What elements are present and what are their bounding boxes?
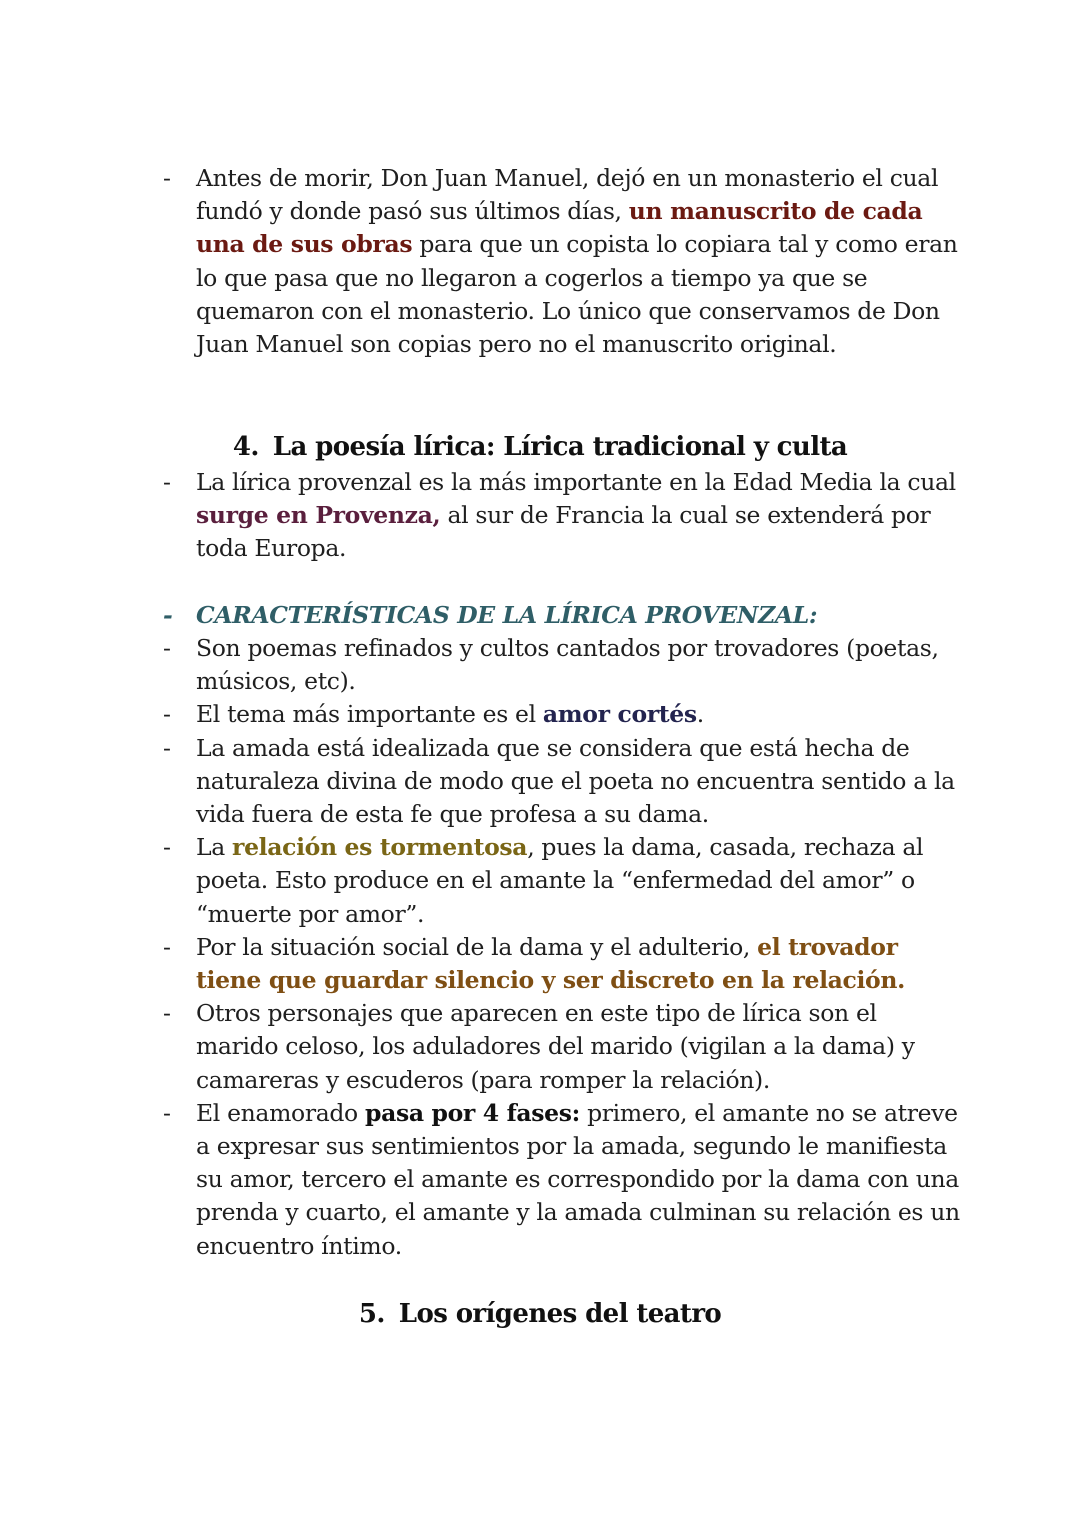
section-5-heading [0,1297,1080,1331]
fases-text-end: primero, el amante no se atreve a expresar sus sentimientos por la amada, segundo le manifiesta su amor, tercero el amante es correspondido por la dama con una prenda y cuarto, el amante y la amada culminan su relación es un encuentro íntimo. [196,1098,960,1260]
bullet-dash: - [163,833,171,862]
fases-highlight: pasa por 4 fases: [364,1098,580,1127]
section-4-title: La poesía lírica: Lírica tradicional y culta [272,432,848,462]
amada-item [163,732,963,832]
caracteristicas-title: CARACTERÍSTICAS DE LA LÍRICA PROVENZAL: [196,600,818,629]
caracteristicas-heading [163,599,963,632]
tema-text: El tema más importante es el [196,700,543,729]
intro-text: Antes de morir, Don Juan Manuel, dejó en un monasterio el cual fundó y donde pasó sus últimos días, [196,164,939,226]
relacion-text: La [196,833,233,862]
fases-item [163,1097,963,1263]
situacion-text: Por la situación social de la dama y el adulterio, [196,932,758,961]
intro-block [163,162,963,361]
tema-text-end: . [696,700,704,729]
relacion-highlight: relación es tormentosa [232,833,528,862]
amada-text: La amada está idealizada que se considera que está hecha de naturaleza divina de modo que el poeta no encuentra sentido a la vida fuera de esta fe que profesa a su dama. [196,733,955,829]
poemas-item [163,632,963,698]
intro-text-end: para que un copista lo copiara tal y como eran lo que pasa que no llegaron a cogerlos a tiempo ya que se quemaron con el monasterio. Lo único que conservamos de Don Juan Manuel son copias pero no el manuscrito original. [196,230,958,359]
bullet-dash: - [163,600,173,629]
bullet-dash: - [163,733,171,762]
intro-highlight: un manuscrito de cada una de sus obras [196,197,923,259]
poemas-text: Son poemas refinados y cultos cantados por trovadores (poetas, músicos, etc). [196,634,939,696]
fases-text: El enamorado [196,1098,365,1127]
tema-highlight: amor cortés [542,700,697,729]
relacion-item [163,831,963,931]
spacer [163,566,963,599]
section-4-heading [0,430,1080,464]
bullet-dash: - [163,468,171,496]
section-5-number: 5. [358,1299,385,1329]
situacion-highlight: el trovador tiene que guardar silencio y ser discreto en la relación. [196,932,905,995]
personajes-item [163,997,963,1097]
intro-item [163,162,963,361]
bullet-dash: - [163,999,171,1028]
bullet-dash: - [163,700,171,729]
bullet-dash: - [163,1098,171,1127]
provenzal-text: La lírica provenzal es la más importante en la Edad Media la cual [196,468,956,496]
relacion-text-end: , pues la dama, casada, rechaza al poeta. Esto produce en el amante la “enfermedad del amor” o “muerte por amor”. [196,833,924,928]
bullet-dash: - [163,164,171,192]
provenzal-item [163,466,963,566]
situacion-item [163,931,963,997]
lirica-block [163,466,963,1263]
tema-item [163,698,963,731]
section-4-number: 4. [232,432,259,462]
bullet-dash: - [163,932,171,961]
provenzal-highlight: surge en Provenza, [196,501,441,530]
provenzal-text-end: al sur de Francia la cual se extenderá por toda Europa. [196,501,931,563]
bullet-dash: - [163,634,171,662]
personajes-text: Otros personajes que aparecen en este tipo de lírica son el marido celoso, los aduladores del marido (vigilan a la dama) y camareras y escuderos (para romper la relación). [196,999,915,1094]
section-5-title: Los orígenes del teatro [398,1299,722,1329]
